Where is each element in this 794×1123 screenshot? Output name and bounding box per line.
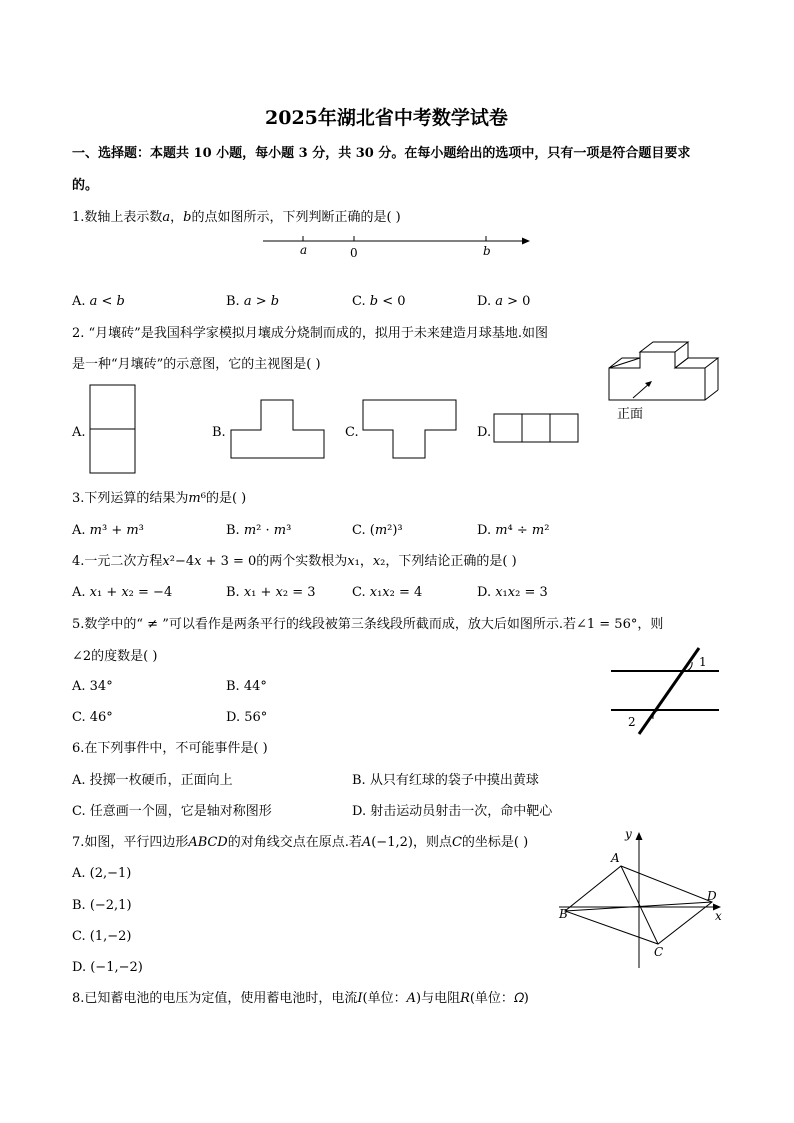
angle-2-label: 2 [628, 715, 636, 729]
q5-stem-line2: ∠2的度数是( ) [72, 649, 158, 664]
label-B: 𝐵 [559, 907, 568, 921]
q7-option-a: A. (2,−1) [72, 866, 132, 881]
q6-option-b: B. 从只有红球的袋子中摸出黄球 [352, 773, 539, 788]
q8-stem: 8.已知蓄电池的电压为定值，使用蓄电池时，电流𝐼(单位：𝐴)与电阻𝑅(单位：𝛺) [72, 991, 529, 1006]
q7-stem: 7.如图，平行四边形𝐴𝐵𝐶𝐷的对角线交点在原点.若𝐴(−1,2)，则点𝐶的坐标是( ) [72, 835, 529, 850]
q2-option-a: A. [72, 425, 86, 440]
q2-option-d: D. [477, 425, 492, 440]
q2-option-c: C. [345, 425, 359, 440]
q4-stem: 4.一元二次方程𝑥²−4𝑥 + 3 = 0的两个实数根为𝑥₁，𝑥₂，下列结论正确的是( ) [72, 554, 517, 569]
front-label: 正面 [617, 407, 644, 422]
angle-1-label: 1 [699, 655, 707, 669]
q4-option-a: A. 𝑥₁ + 𝑥₂ = −4 [72, 585, 173, 600]
q2-option-b-figure [229, 398, 327, 461]
q6-option-c: C. 任意画一个圆，它是轴对称图形 [72, 804, 272, 819]
q2-stem-line1: 2. “月壤砖”是我国科学家模拟月壤成分烧制而成的，拟用于未来建造月球基地.如图 [72, 326, 548, 341]
q3-option-a: A. 𝑚³ + 𝑚³ [72, 523, 144, 538]
parallelogram-figure [555, 826, 730, 974]
q5-stem-line1: 5.数学中的“ ≠ ”可以看作是两条平行的线段被第三条线段所截而成，放大后如图所示.若∠1 = 56°，则 [72, 617, 664, 632]
q7-option-d: D. (−1,−2) [72, 960, 143, 975]
label-D: 𝐷 [707, 889, 717, 903]
q2-option-c-figure [361, 398, 459, 461]
moon-brick-figure [605, 320, 725, 428]
q1-option-c: C. 𝑏 < 0 [352, 294, 406, 309]
q4-option-b: B. 𝑥₁ + 𝑥₂ = 3 [226, 585, 316, 600]
q3-option-d: D. 𝑚⁴ ÷ 𝑚² [477, 523, 550, 538]
q5-option-a: A. 34° [72, 679, 113, 694]
q4-option-c: C. 𝑥₁𝑥₂ = 4 [352, 585, 423, 600]
q6-stem: 6.在下列事件中，不可能事件是( ) [72, 741, 268, 756]
number-line-figure [260, 232, 540, 262]
label-C: 𝐶 [654, 945, 664, 959]
q3-option-c: C. (𝑚²)³ [352, 523, 403, 538]
label-y: 𝑦 [625, 827, 632, 841]
q3-stem: 3.下列运算的结果为𝑚⁶的是( ) [72, 491, 247, 506]
q1-stem: 1.数轴上表示数𝑎，𝑏的点如图所示，下列判断正确的是( ) [72, 210, 401, 225]
q1-option-b: B. 𝑎 > 𝑏 [226, 294, 280, 309]
q7-option-c: C. (1,−2) [72, 929, 132, 944]
q1-option-d: D. 𝑎 > 0 [477, 294, 531, 309]
q2-option-a-figure [89, 384, 139, 476]
q6-option-d: D. 射击运动员射击一次，命中靶心 [352, 804, 553, 819]
q5-option-b: B. 44° [226, 679, 267, 694]
q5-option-d: D. 56° [226, 710, 268, 725]
label-zero: 0 [350, 246, 358, 260]
q2-option-b: B. [212, 425, 226, 440]
q2-stem-line2: 是一种“月壤砖”的示意图，它的主视图是( ) [72, 357, 321, 372]
label-x: 𝑥 [715, 909, 722, 923]
q7-option-b: B. (−2,1) [72, 898, 132, 913]
q6-option-a: A. 投掷一枚硬币，正面向上 [72, 773, 233, 788]
q3-option-b: B. 𝑚² · 𝑚³ [226, 523, 292, 538]
q5-option-c: C. 46° [72, 710, 113, 725]
label-b: 𝑏 [483, 244, 491, 258]
parallel-lines-figure [605, 640, 723, 740]
q1-option-a: A. 𝑎 < 𝑏 [72, 294, 125, 309]
label-A: 𝐴 [611, 851, 620, 865]
q4-option-d: D. 𝑥₁𝑥₂ = 3 [477, 585, 548, 600]
label-a: 𝑎 [300, 243, 308, 257]
section-header-line1: 一、选择题：本题共 10 小题，每小题 3 分，共 30 分。在每小题给出的选项中，只有一项是符合题目要求 [72, 146, 691, 161]
section-header-line2: 的。 [72, 178, 99, 193]
q2-option-d-figure [493, 413, 581, 445]
page-title: 2025年湖北省中考数学试卷 [265, 107, 508, 129]
